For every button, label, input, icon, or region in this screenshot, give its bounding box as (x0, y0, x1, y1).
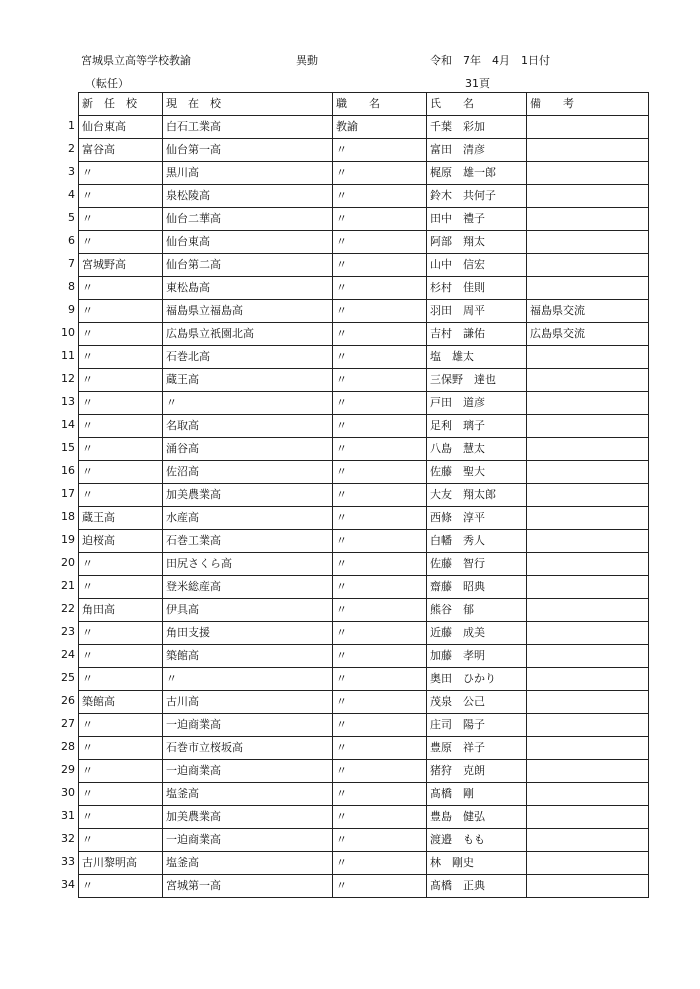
cell-name: 三保野 達也 (427, 369, 527, 392)
cell-current-school: 涌谷高 (163, 438, 333, 461)
cell-current-school: 塩釜高 (163, 852, 333, 875)
cell-position: 〃 (333, 691, 427, 714)
cell-current-school: 古川高 (163, 691, 333, 714)
cell-new-school: 〃 (79, 369, 163, 392)
row-number: 1 (68, 119, 75, 132)
row-number: 15 (61, 441, 75, 454)
cell-remarks (527, 415, 649, 438)
cell-position: 〃 (333, 507, 427, 530)
col-header-name: 氏 名 (427, 93, 527, 116)
cell-name: 羽田 周平 (427, 300, 527, 323)
row-number: 12 (61, 372, 75, 385)
document-category: 異動 (296, 54, 318, 67)
cell-remarks (527, 254, 649, 277)
cell-position: 〃 (333, 806, 427, 829)
cell-name: 佐藤 智行 (427, 553, 527, 576)
cell-position: 〃 (333, 461, 427, 484)
cell-new-school: 〃 (79, 323, 163, 346)
row-number: 18 (61, 510, 75, 523)
cell-current-school: 泉松陵高 (163, 185, 333, 208)
table-row (79, 277, 649, 300)
cell-new-school: 〃 (79, 714, 163, 737)
cell-new-school: 〃 (79, 300, 163, 323)
row-number: 27 (61, 717, 75, 730)
cell-remarks (527, 208, 649, 231)
col-header-remarks: 備 考 (527, 93, 649, 116)
cell-remarks (527, 116, 649, 139)
cell-position: 〃 (333, 645, 427, 668)
cell-new-school: 〃 (79, 829, 163, 852)
cell-remarks (527, 392, 649, 415)
cell-position: 〃 (333, 875, 427, 898)
transfer-type: （転任） (85, 77, 129, 90)
table-row (79, 829, 649, 852)
cell-name: 猪狩 克朗 (427, 760, 527, 783)
cell-position: 〃 (333, 300, 427, 323)
cell-remarks (527, 277, 649, 300)
cell-remarks (527, 185, 649, 208)
row-number: 6 (68, 234, 75, 247)
cell-position: 〃 (333, 139, 427, 162)
table-row (79, 254, 649, 277)
cell-position: 〃 (333, 737, 427, 760)
cell-current-school: 黒川高 (163, 162, 333, 185)
row-number: 23 (61, 625, 75, 638)
table-row (79, 116, 649, 139)
cell-remarks (527, 645, 649, 668)
row-number: 2 (68, 142, 75, 155)
cell-current-school: 一迫商業高 (163, 829, 333, 852)
cell-name: 杉村 佳則 (427, 277, 527, 300)
cell-remarks (527, 806, 649, 829)
table-row (79, 185, 649, 208)
cell-name: 豊原 祥子 (427, 737, 527, 760)
cell-name: 山中 信宏 (427, 254, 527, 277)
cell-name: 林 剛史 (427, 852, 527, 875)
row-number: 8 (68, 280, 75, 293)
table-row (79, 231, 649, 254)
table-row (79, 737, 649, 760)
cell-remarks (527, 760, 649, 783)
row-number: 11 (61, 349, 75, 362)
cell-new-school: 〃 (79, 277, 163, 300)
table-row (79, 783, 649, 806)
cell-new-school: 〃 (79, 346, 163, 369)
cell-remarks (527, 852, 649, 875)
cell-new-school: 〃 (79, 806, 163, 829)
cell-position: 〃 (333, 714, 427, 737)
cell-current-school: 白石工業高 (163, 116, 333, 139)
cell-remarks: 福島県交流 (527, 300, 649, 323)
cell-new-school: 富谷高 (79, 139, 163, 162)
table-row (79, 875, 649, 898)
cell-remarks (527, 507, 649, 530)
row-number: 22 (61, 602, 75, 615)
cell-new-school: 〃 (79, 162, 163, 185)
row-number: 25 (61, 671, 75, 684)
cell-remarks (527, 553, 649, 576)
cell-remarks (527, 162, 649, 185)
cell-new-school: 〃 (79, 392, 163, 415)
cell-remarks (527, 461, 649, 484)
cell-current-school: 石巻市立桜坂高 (163, 737, 333, 760)
cell-position: 〃 (333, 553, 427, 576)
cell-name: 髙橋 正典 (427, 875, 527, 898)
cell-current-school: 石巻工業高 (163, 530, 333, 553)
cell-name: 齋藤 昭典 (427, 576, 527, 599)
cell-new-school: 古川黎明高 (79, 852, 163, 875)
cell-name: 髙橋 剛 (427, 783, 527, 806)
cell-current-school: 仙台二華高 (163, 208, 333, 231)
table-row (79, 300, 649, 323)
cell-remarks (527, 875, 649, 898)
cell-position: 〃 (333, 599, 427, 622)
row-number: 33 (61, 855, 75, 868)
cell-name: 鈴木 共何子 (427, 185, 527, 208)
cell-name: 富田 清彦 (427, 139, 527, 162)
row-number: 14 (61, 418, 75, 431)
cell-name: 熊谷 郁 (427, 599, 527, 622)
cell-remarks (527, 691, 649, 714)
cell-current-school: 田尻さくら高 (163, 553, 333, 576)
cell-position: 〃 (333, 438, 427, 461)
row-number: 34 (61, 878, 75, 891)
cell-new-school: 〃 (79, 576, 163, 599)
cell-new-school: 迫桜高 (79, 530, 163, 553)
cell-name: 八島 慧太 (427, 438, 527, 461)
row-number: 4 (68, 188, 75, 201)
cell-name: 吉村 謙佑 (427, 323, 527, 346)
cell-current-school: 加美農業高 (163, 484, 333, 507)
cell-name: 足利 璃子 (427, 415, 527, 438)
cell-new-school: 〃 (79, 185, 163, 208)
cell-position: 〃 (333, 576, 427, 599)
table-row (79, 392, 649, 415)
cell-position: 〃 (333, 484, 427, 507)
cell-remarks (527, 530, 649, 553)
row-number: 21 (61, 579, 75, 592)
cell-remarks (527, 599, 649, 622)
row-number: 10 (61, 326, 75, 339)
cell-position: 〃 (333, 369, 427, 392)
table-row (79, 208, 649, 231)
row-number: 20 (61, 556, 75, 569)
row-number: 5 (68, 211, 75, 224)
table-row (79, 622, 649, 645)
cell-current-school: 築館高 (163, 645, 333, 668)
cell-new-school: 〃 (79, 484, 163, 507)
cell-new-school: 〃 (79, 760, 163, 783)
cell-new-school: 〃 (79, 875, 163, 898)
personnel-table (78, 92, 649, 898)
cell-current-school: 〃 (163, 392, 333, 415)
cell-position: 〃 (333, 185, 427, 208)
cell-new-school: 〃 (79, 208, 163, 231)
table-row (79, 806, 649, 829)
cell-remarks (527, 714, 649, 737)
cell-new-school: 〃 (79, 645, 163, 668)
table-row (79, 553, 649, 576)
cell-current-school: 名取高 (163, 415, 333, 438)
cell-position: 〃 (333, 231, 427, 254)
cell-remarks (527, 737, 649, 760)
cell-name: 梶原 雄一郎 (427, 162, 527, 185)
cell-remarks (527, 829, 649, 852)
col-header-position: 職 名 (333, 93, 427, 116)
cell-current-school: 伊具高 (163, 599, 333, 622)
cell-name: 佐藤 聖大 (427, 461, 527, 484)
cell-new-school: 仙台東高 (79, 116, 163, 139)
cell-position: 〃 (333, 392, 427, 415)
cell-position: 〃 (333, 254, 427, 277)
row-number: 9 (68, 303, 75, 316)
row-number: 13 (61, 395, 75, 408)
cell-name: 阿部 翔太 (427, 231, 527, 254)
cell-remarks (527, 346, 649, 369)
row-number: 26 (61, 694, 75, 707)
cell-new-school: 角田高 (79, 599, 163, 622)
cell-current-school: 水産高 (163, 507, 333, 530)
table-body (79, 116, 649, 898)
row-number: 16 (61, 464, 75, 477)
cell-current-school: 一迫商業高 (163, 714, 333, 737)
row-number: 17 (61, 487, 75, 500)
cell-new-school: 築館高 (79, 691, 163, 714)
page-number: 31頁 (465, 77, 490, 90)
table-row (79, 714, 649, 737)
cell-current-school: 佐沼高 (163, 461, 333, 484)
document-title: 宮城県立高等学校教諭 (81, 54, 191, 67)
cell-name: 戸田 道彦 (427, 392, 527, 415)
cell-name: 近藤 成美 (427, 622, 527, 645)
cell-new-school: 〃 (79, 783, 163, 806)
row-number: 3 (68, 165, 75, 178)
cell-current-school: 福島県立福島高 (163, 300, 333, 323)
cell-remarks: 広島県交流 (527, 323, 649, 346)
cell-current-school: 登米総産高 (163, 576, 333, 599)
cell-position: 教諭 (333, 116, 427, 139)
cell-name: 西條 淳平 (427, 507, 527, 530)
cell-position: 〃 (333, 852, 427, 875)
cell-name: 豊島 健弘 (427, 806, 527, 829)
cell-name: 千葉 彩加 (427, 116, 527, 139)
cell-new-school: 〃 (79, 231, 163, 254)
table-row (79, 668, 649, 691)
cell-new-school: 宮城野高 (79, 254, 163, 277)
cell-current-school: 〃 (163, 668, 333, 691)
cell-name: 田中 禮子 (427, 208, 527, 231)
cell-current-school: 加美農業高 (163, 806, 333, 829)
row-number: 32 (61, 832, 75, 845)
row-number: 31 (61, 809, 75, 822)
cell-position: 〃 (333, 760, 427, 783)
table-row (79, 852, 649, 875)
cell-name: 大友 翔太郎 (427, 484, 527, 507)
cell-remarks (527, 438, 649, 461)
table-row (79, 691, 649, 714)
table-row (79, 576, 649, 599)
table-row (79, 139, 649, 162)
table-row (79, 599, 649, 622)
cell-position: 〃 (333, 829, 427, 852)
cell-remarks (527, 231, 649, 254)
cell-remarks (527, 139, 649, 162)
cell-new-school: 〃 (79, 415, 163, 438)
effective-date: 令和 7年 4月 1日付 (430, 54, 550, 67)
cell-current-school: 塩釜高 (163, 783, 333, 806)
cell-current-school: 一迫商業高 (163, 760, 333, 783)
cell-remarks (527, 622, 649, 645)
row-number: 29 (61, 763, 75, 776)
cell-position: 〃 (333, 277, 427, 300)
cell-current-school: 仙台東高 (163, 231, 333, 254)
cell-new-school: 〃 (79, 553, 163, 576)
cell-name: 白幡 秀人 (427, 530, 527, 553)
cell-remarks (527, 668, 649, 691)
cell-new-school: 〃 (79, 668, 163, 691)
table-row (79, 415, 649, 438)
cell-position: 〃 (333, 346, 427, 369)
cell-name: 渡邉 もも (427, 829, 527, 852)
col-header-current-school: 現 在 校 (163, 93, 333, 116)
cell-remarks (527, 484, 649, 507)
row-number: 7 (68, 257, 75, 270)
table-row (79, 438, 649, 461)
table-row (79, 507, 649, 530)
cell-position: 〃 (333, 208, 427, 231)
table-row (79, 369, 649, 392)
cell-current-school: 仙台第二高 (163, 254, 333, 277)
cell-position: 〃 (333, 530, 427, 553)
table-row (79, 461, 649, 484)
cell-new-school: 〃 (79, 461, 163, 484)
cell-current-school: 仙台第一高 (163, 139, 333, 162)
table-row (79, 484, 649, 507)
cell-current-school: 角田支援 (163, 622, 333, 645)
table-header-row (79, 93, 649, 116)
cell-position: 〃 (333, 323, 427, 346)
cell-current-school: 石巻北高 (163, 346, 333, 369)
cell-new-school: 〃 (79, 737, 163, 760)
row-number: 19 (61, 533, 75, 546)
table-row (79, 346, 649, 369)
cell-name: 加藤 孝明 (427, 645, 527, 668)
cell-position: 〃 (333, 783, 427, 806)
cell-current-school: 東松島高 (163, 277, 333, 300)
cell-current-school: 宮城第一高 (163, 875, 333, 898)
cell-name: 茂泉 公己 (427, 691, 527, 714)
cell-position: 〃 (333, 415, 427, 438)
table-row (79, 645, 649, 668)
row-number: 30 (61, 786, 75, 799)
cell-remarks (527, 783, 649, 806)
cell-new-school: 〃 (79, 438, 163, 461)
cell-name: 庄司 陽子 (427, 714, 527, 737)
cell-new-school: 蔵王高 (79, 507, 163, 530)
row-number: 24 (61, 648, 75, 661)
cell-remarks (527, 369, 649, 392)
cell-position: 〃 (333, 622, 427, 645)
table-row (79, 760, 649, 783)
table-row (79, 162, 649, 185)
row-number: 28 (61, 740, 75, 753)
cell-name: 奥田 ひかり (427, 668, 527, 691)
cell-current-school: 広島県立祇園北高 (163, 323, 333, 346)
cell-position: 〃 (333, 162, 427, 185)
cell-remarks (527, 576, 649, 599)
cell-new-school: 〃 (79, 622, 163, 645)
cell-current-school: 蔵王高 (163, 369, 333, 392)
col-header-new-school: 新 任 校 (79, 93, 163, 116)
cell-name: 塩 雄太 (427, 346, 527, 369)
table-row (79, 530, 649, 553)
table-row (79, 323, 649, 346)
cell-position: 〃 (333, 668, 427, 691)
